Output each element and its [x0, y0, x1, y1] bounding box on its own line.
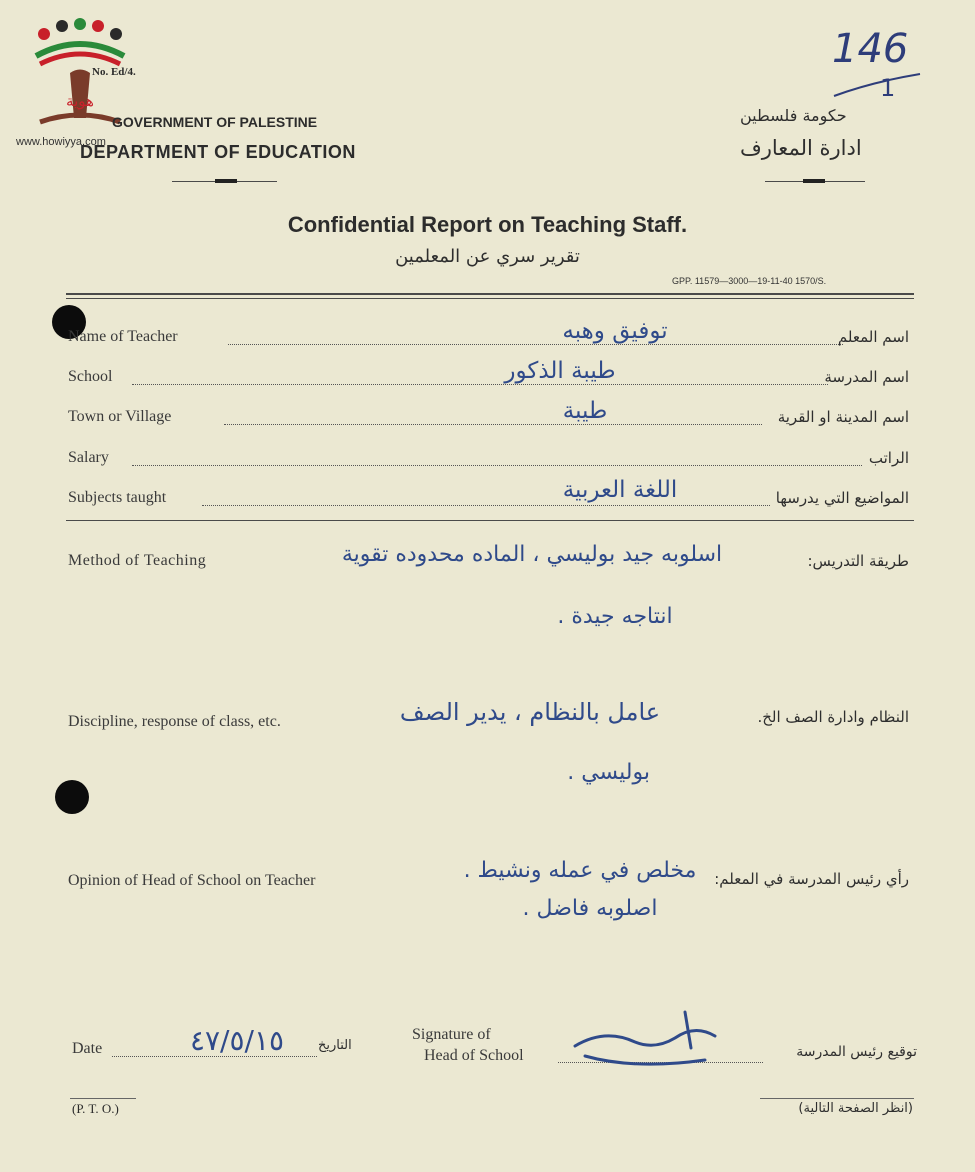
report-title-ar: تقرير سري عن المعلمين: [395, 246, 580, 267]
section-value-line-1: اسلوبه جيد بوليسي ، الماده محدوده تقوية: [341, 542, 723, 567]
punch-hole-bottom: [55, 780, 89, 814]
department-title-ar: ادارة المعارف: [740, 136, 862, 160]
section-label: Opinion of Head of School on Teacher: [68, 872, 316, 889]
field-label: Salary: [68, 449, 109, 466]
head-signature: [565, 1004, 735, 1074]
header-divider-right-mark: [803, 179, 825, 183]
section-value-line-1: مخلص في عمله ونشيط .: [463, 858, 697, 883]
field-value: اللغة العربية: [562, 477, 678, 503]
fields-bottom-rule: [66, 520, 914, 521]
print-code: GPP. 11579—3000—19-11-40 1570/S.: [672, 276, 827, 286]
department-title: DEPARTMENT OF EDUCATION: [80, 142, 356, 162]
date-label: Date: [72, 1040, 103, 1057]
report-title: Confidential Report on Teaching Staff.: [287, 212, 688, 237]
pto-rule-ar: [760, 1098, 914, 1099]
signature-label-line-1: Signature of: [412, 1026, 491, 1043]
field-label: School: [68, 368, 113, 385]
date-value: ٤٧/٥/١٥: [189, 1024, 285, 1057]
page-number-underline: [832, 68, 922, 98]
field-value: طيبة: [562, 398, 608, 424]
svg-text:هوية: هوية: [66, 92, 94, 110]
section-label-ar: طريقة التدريس:: [807, 552, 909, 570]
field-label-ar: الراتب: [868, 449, 909, 467]
page-number-sub: 1: [880, 74, 896, 102]
section-value-line-1: عامل بالنظام ، يدير الصف: [399, 698, 661, 726]
title-rule-bottom: [66, 298, 914, 299]
section-label: Method of Teaching: [68, 552, 207, 569]
form-number: No. Ed/4.: [92, 66, 136, 78]
pto-label: (P. T. O.): [72, 1101, 119, 1116]
section-label-ar: النظام وادارة الصف الخ.: [757, 708, 909, 726]
government-title: GOVERNMENT OF PALESTINE: [112, 114, 318, 130]
signature-label-ar: توقيع رئيس المدرسة: [796, 1044, 917, 1060]
field-label-ar: المواضيع التي يدرسها: [775, 489, 909, 507]
header-divider-left-mark: [215, 179, 237, 183]
pto-rule: [70, 1098, 136, 1099]
field-label-ar: اسم المدينة او القرية: [777, 408, 909, 426]
watermark-site: www.howiyya.com: [16, 136, 106, 148]
section-label: Discipline, response of class, etc.: [68, 713, 281, 730]
date-label-ar: التاريخ: [318, 1038, 352, 1053]
field-value: توفيق وهبه: [562, 318, 668, 344]
section-label-ar: رأي رئيس المدرسة في المعلم:: [714, 870, 909, 888]
section-value-line-2: انتاجه جيدة .: [557, 604, 673, 629]
field-label-ar: اسم المدرسة: [824, 368, 909, 386]
field-value: طيبة الذكور: [504, 358, 616, 384]
title-rule-top: [66, 293, 914, 295]
field-label: Name of Teacher: [68, 328, 178, 345]
signature-label-line-2: Head of School: [424, 1047, 524, 1064]
government-title-ar: حكومة فلسطين: [740, 106, 847, 125]
field-label: Subjects taught: [68, 489, 167, 506]
section-value-line-2: بوليسي .: [567, 760, 650, 785]
pto-label-ar: (انظر الصفحة التالية): [798, 1101, 913, 1116]
section-value-line-2: اصلوبه فاضل .: [522, 896, 658, 921]
page-number: 146: [832, 26, 909, 72]
field-label-ar: اسم المعلم: [837, 328, 909, 346]
field-label: Town or Village: [68, 408, 172, 425]
